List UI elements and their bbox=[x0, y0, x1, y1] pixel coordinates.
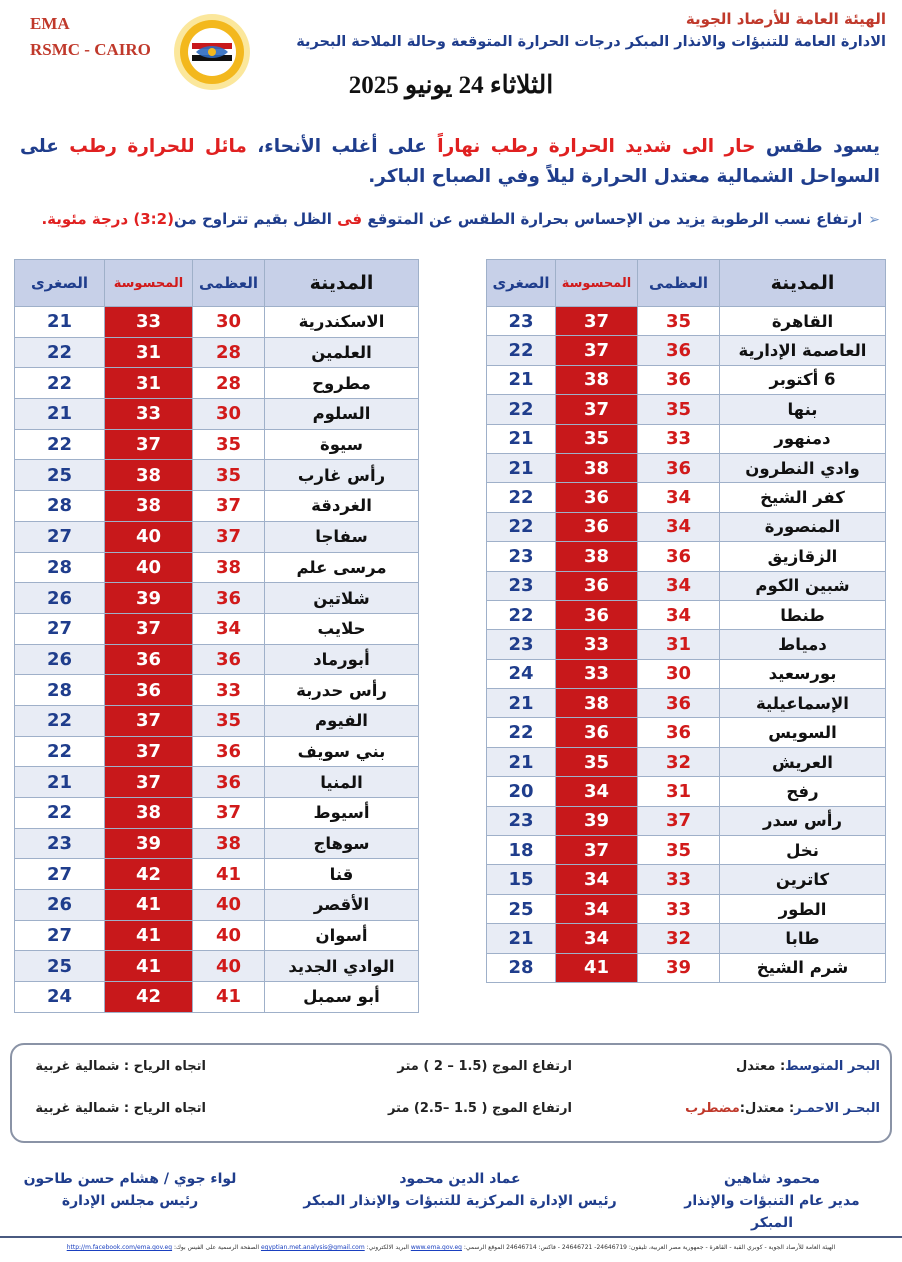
city-name-cell: الزقازيق bbox=[720, 542, 886, 571]
city-name-cell: بورسعيد bbox=[720, 659, 886, 688]
min-temp-cell: 15 bbox=[487, 865, 556, 894]
city-name-cell: رفح bbox=[720, 777, 886, 806]
max-temp-cell: 40 bbox=[193, 951, 265, 982]
facebook-link[interactable]: http://m.facebook.com/ema.gov.eg bbox=[66, 1244, 173, 1251]
med-sea-state: البحر المتوسط: معتدل bbox=[735, 1059, 880, 1074]
max-temp-cell: 31 bbox=[638, 630, 720, 659]
feel-temp-cell: 33 bbox=[105, 307, 193, 338]
table-row bbox=[15, 705, 419, 736]
city-name-cell: مرسى علم bbox=[265, 552, 419, 583]
city-name-cell: الاسكندرية bbox=[265, 307, 419, 338]
max-temp-cell: 34 bbox=[638, 571, 720, 600]
table-row bbox=[487, 571, 886, 600]
min-temp-cell: 27 bbox=[15, 613, 105, 644]
feel-temp-cell: 39 bbox=[556, 806, 638, 835]
city-name-cell: الطور bbox=[720, 894, 886, 923]
med-sea-wind: اتجاه الرياح : شمالية غربية bbox=[35, 1059, 206, 1074]
max-temp-cell: 30 bbox=[193, 399, 265, 430]
min-temp-cell: 22 bbox=[15, 337, 105, 368]
min-temp-cell: 18 bbox=[487, 836, 556, 865]
city-name-cell: بني سويف bbox=[265, 736, 419, 767]
feel-temp-cell: 37 bbox=[105, 613, 193, 644]
report-date: الثلاثاء 24 يونيو 2025 bbox=[348, 72, 554, 99]
min-temp-cell: 25 bbox=[15, 951, 105, 982]
feel-temp-cell: 34 bbox=[556, 924, 638, 953]
min-temp-cell: 22 bbox=[487, 483, 556, 512]
feel-temp-cell: 38 bbox=[105, 460, 193, 491]
feel-temp-cell: 41 bbox=[105, 951, 193, 982]
feel-temp-cell: 37 bbox=[105, 705, 193, 736]
min-temp-cell: 28 bbox=[487, 953, 556, 982]
feel-temp-cell: 39 bbox=[105, 583, 193, 614]
med-sea-wave: ارتفاع الموج (1.5 – 2 ) متر bbox=[397, 1059, 572, 1074]
min-temp-cell: 26 bbox=[15, 644, 105, 675]
max-temp-cell: 36 bbox=[638, 542, 720, 571]
feel-temp-cell: 42 bbox=[105, 859, 193, 890]
feel-temp-cell: 33 bbox=[556, 659, 638, 688]
city-name-cell: القاهرة bbox=[720, 307, 886, 336]
min-temp-cell: 22 bbox=[15, 705, 105, 736]
signature-2: عماد الدين محمود رئيس الإدارة المركزية للتنبؤات والإنذار المبكر bbox=[303, 1171, 617, 1209]
table-row bbox=[487, 307, 886, 336]
feel-temp-cell: 37 bbox=[556, 336, 638, 365]
max-temp-cell: 37 bbox=[638, 806, 720, 835]
city-name-cell: السويس bbox=[720, 718, 886, 747]
forecast-summary: يسود طقس حار الى شديد الحرارة رطب نهاراً على أغلب الأنحاء، مائل للحرارة رطب على السواحل الشمالية معتدل الحرارة ليلاً وفي الصباح الباكر. bbox=[20, 136, 880, 187]
max-temp-cell: 33 bbox=[638, 894, 720, 923]
min-temp-cell: 21 bbox=[15, 399, 105, 430]
red-sea-wave: ارتفاع الموج ( 1.5 –2.5) متر bbox=[387, 1101, 572, 1116]
city-name-cell: رأس غارب bbox=[265, 460, 419, 491]
max-temp-cell: 35 bbox=[193, 705, 265, 736]
table-row bbox=[15, 399, 419, 430]
max-temp-cell: 36 bbox=[638, 718, 720, 747]
min-temp-cell: 28 bbox=[15, 491, 105, 522]
feel-temp-cell: 34 bbox=[556, 894, 638, 923]
city-name-cell: الأقصر bbox=[265, 890, 419, 921]
city-temperature-table-right bbox=[486, 259, 886, 983]
min-temp-cell: 23 bbox=[487, 630, 556, 659]
feel-temp-cell: 42 bbox=[105, 982, 193, 1013]
city-name-cell: سوهاج bbox=[265, 828, 419, 859]
city-name-cell: العريش bbox=[720, 747, 886, 776]
feel-temp-cell: 35 bbox=[556, 747, 638, 776]
table-row bbox=[487, 865, 886, 894]
min-temp-cell: 21 bbox=[15, 767, 105, 798]
max-temp-cell: 33 bbox=[193, 675, 265, 706]
city-name-cell: قنا bbox=[265, 859, 419, 890]
city-name-cell: الغردقة bbox=[265, 491, 419, 522]
max-temp-cell: 36 bbox=[193, 767, 265, 798]
city-name-cell: سيوة bbox=[265, 429, 419, 460]
city-name-cell: دمياط bbox=[720, 630, 886, 659]
feel-temp-cell: 36 bbox=[556, 483, 638, 512]
city-name-cell: أسيوط bbox=[265, 798, 419, 829]
feel-temp-cell: 36 bbox=[556, 512, 638, 541]
max-temp-cell: 35 bbox=[638, 307, 720, 336]
table-row bbox=[487, 424, 886, 453]
table-row bbox=[487, 512, 886, 541]
max-temp-cell: 37 bbox=[193, 491, 265, 522]
max-temp-cell: 38 bbox=[193, 552, 265, 583]
city-name-cell: دمنهور bbox=[720, 424, 886, 453]
website-link[interactable]: www.ema.gov.eg bbox=[410, 1244, 462, 1251]
ema-label: EMA bbox=[30, 14, 70, 33]
table-row bbox=[487, 483, 886, 512]
min-temp-cell: 21 bbox=[487, 689, 556, 718]
min-temp-cell: 26 bbox=[15, 890, 105, 921]
header-min: الصغرى bbox=[487, 260, 556, 307]
min-temp-cell: 22 bbox=[15, 798, 105, 829]
city-name-cell: كاترين bbox=[720, 865, 886, 894]
table-row bbox=[15, 644, 419, 675]
feel-temp-cell: 39 bbox=[105, 828, 193, 859]
table-row bbox=[487, 953, 886, 982]
feel-temp-cell: 37 bbox=[556, 836, 638, 865]
header-feel: المحسوسة bbox=[105, 260, 193, 307]
min-temp-cell: 23 bbox=[487, 307, 556, 336]
max-temp-cell: 41 bbox=[193, 982, 265, 1013]
table-row bbox=[15, 460, 419, 491]
max-temp-cell: 32 bbox=[638, 747, 720, 776]
feel-temp-cell: 38 bbox=[556, 542, 638, 571]
table-row bbox=[487, 924, 886, 953]
table-row bbox=[15, 307, 419, 338]
min-temp-cell: 23 bbox=[15, 828, 105, 859]
table-row bbox=[487, 453, 886, 482]
feel-temp-cell: 37 bbox=[556, 307, 638, 336]
min-temp-cell: 22 bbox=[15, 368, 105, 399]
min-temp-cell: 22 bbox=[487, 395, 556, 424]
city-name-cell: كفر الشيخ bbox=[720, 483, 886, 512]
table-row bbox=[15, 920, 419, 951]
min-temp-cell: 28 bbox=[15, 552, 105, 583]
arrow-bullet-icon: ➢ bbox=[868, 212, 880, 228]
city-name-cell: الوادي الجديد bbox=[265, 951, 419, 982]
feel-temp-cell: 37 bbox=[556, 395, 638, 424]
min-temp-cell: 25 bbox=[15, 460, 105, 491]
city-temperature-table-left bbox=[14, 259, 419, 1013]
max-temp-cell: 36 bbox=[193, 644, 265, 675]
feel-temp-cell: 34 bbox=[556, 777, 638, 806]
org-department: الادارة العامة للتنبؤات والانذار المبكر درجات الحرارة المتوقعة وحالة الملاحة البحرية bbox=[296, 34, 886, 50]
table-row bbox=[15, 767, 419, 798]
max-temp-cell: 31 bbox=[638, 777, 720, 806]
table-row bbox=[15, 613, 419, 644]
city-name-cell: مطروح bbox=[265, 368, 419, 399]
min-temp-cell: 22 bbox=[15, 736, 105, 767]
table-row bbox=[487, 659, 886, 688]
max-temp-cell: 39 bbox=[638, 953, 720, 982]
table-row bbox=[15, 675, 419, 706]
footer-contact: الهيئة العامة للأرصاد الجوية - كوبري القبة - القاهرة - جمهورية مصر العربية، تليفون: 24646719- 24646721 - فاكس: 24646714 الموقع الرسمي: www.ema.gov.eg البريد الالكتروني: egyptian.met.analysis@gmail.com الصفحة الرسمية على الفيس بوك: http://m.facebook.com/ema.gov.eg bbox=[66, 1244, 836, 1251]
city-name-cell: شلاتين bbox=[265, 583, 419, 614]
max-temp-cell: 37 bbox=[193, 798, 265, 829]
feel-temp-cell: 37 bbox=[105, 767, 193, 798]
table-row bbox=[487, 336, 886, 365]
table-row bbox=[487, 836, 886, 865]
city-name-cell: 6 أكتوبر bbox=[720, 365, 886, 394]
table-row bbox=[15, 521, 419, 552]
max-temp-cell: 35 bbox=[193, 460, 265, 491]
city-name-cell: أسوان bbox=[265, 920, 419, 951]
feel-temp-cell: 38 bbox=[556, 453, 638, 482]
table-row bbox=[487, 718, 886, 747]
table-row bbox=[487, 395, 886, 424]
feel-temp-cell: 37 bbox=[105, 736, 193, 767]
max-temp-cell: 35 bbox=[638, 836, 720, 865]
max-temp-cell: 36 bbox=[193, 583, 265, 614]
rsmc-label: RSMC - CAIRO bbox=[30, 40, 151, 59]
red-sea-wind: اتجاه الرياح : شمالية غربية bbox=[35, 1101, 206, 1116]
table-row bbox=[15, 828, 419, 859]
signature-3: لواء جوي / هشام حسن طاحون رئيس مجلس الإدارة bbox=[23, 1171, 237, 1209]
city-name-cell: نخل bbox=[720, 836, 886, 865]
header-city: المدينة bbox=[720, 260, 886, 307]
city-name-cell: شرم الشيخ bbox=[720, 953, 886, 982]
city-name-cell: الفيوم bbox=[265, 705, 419, 736]
city-name-cell: أبورماد bbox=[265, 644, 419, 675]
feel-temp-cell: 36 bbox=[556, 571, 638, 600]
max-temp-cell: 34 bbox=[638, 600, 720, 629]
max-temp-cell: 41 bbox=[193, 859, 265, 890]
header-max: العظمى bbox=[638, 260, 720, 307]
feel-temp-cell: 41 bbox=[105, 920, 193, 951]
max-temp-cell: 38 bbox=[193, 828, 265, 859]
max-temp-cell: 37 bbox=[193, 521, 265, 552]
min-temp-cell: 21 bbox=[487, 924, 556, 953]
max-temp-cell: 30 bbox=[193, 307, 265, 338]
table-row bbox=[487, 747, 886, 776]
max-temp-cell: 28 bbox=[193, 368, 265, 399]
city-name-cell: شبين الكوم bbox=[720, 571, 886, 600]
min-temp-cell: 22 bbox=[487, 718, 556, 747]
city-name-cell: رأس حدربة bbox=[265, 675, 419, 706]
max-temp-cell: 28 bbox=[193, 337, 265, 368]
min-temp-cell: 23 bbox=[487, 806, 556, 835]
feel-temp-cell: 38 bbox=[556, 689, 638, 718]
max-temp-cell: 33 bbox=[638, 424, 720, 453]
table-row bbox=[487, 777, 886, 806]
signature-1: محمود شاهين مدير عام التنبؤات والإنذار المبكر bbox=[684, 1171, 860, 1231]
feel-temp-cell: 38 bbox=[556, 365, 638, 394]
max-temp-cell: 40 bbox=[193, 920, 265, 951]
table-row bbox=[487, 542, 886, 571]
min-temp-cell: 25 bbox=[487, 894, 556, 923]
feel-temp-cell: 40 bbox=[105, 521, 193, 552]
city-name-cell: طنطا bbox=[720, 600, 886, 629]
min-temp-cell: 22 bbox=[487, 600, 556, 629]
feel-temp-cell: 31 bbox=[105, 337, 193, 368]
feel-temp-cell: 41 bbox=[105, 890, 193, 921]
min-temp-cell: 23 bbox=[487, 542, 556, 571]
feel-temp-cell: 40 bbox=[105, 552, 193, 583]
min-temp-cell: 21 bbox=[487, 453, 556, 482]
table-row bbox=[487, 365, 886, 394]
max-temp-cell: 36 bbox=[638, 453, 720, 482]
feel-temp-cell: 35 bbox=[556, 424, 638, 453]
min-temp-cell: 27 bbox=[15, 521, 105, 552]
email-link[interactable]: egyptian.met.analysis@gmail.com bbox=[260, 1244, 365, 1251]
max-temp-cell: 33 bbox=[638, 865, 720, 894]
city-name-cell: العلمين bbox=[265, 337, 419, 368]
table-row bbox=[15, 859, 419, 890]
min-temp-cell: 27 bbox=[15, 920, 105, 951]
min-temp-cell: 24 bbox=[487, 659, 556, 688]
max-temp-cell: 35 bbox=[638, 395, 720, 424]
max-temp-cell: 35 bbox=[193, 429, 265, 460]
city-name-cell: العاصمة الإدارية bbox=[720, 336, 886, 365]
table-row bbox=[15, 429, 419, 460]
city-name-cell: أبو سمبل bbox=[265, 982, 419, 1013]
min-temp-cell: 21 bbox=[15, 307, 105, 338]
max-temp-cell: 36 bbox=[193, 736, 265, 767]
table-row bbox=[15, 890, 419, 921]
city-name-cell: المنيا bbox=[265, 767, 419, 798]
table-row bbox=[15, 337, 419, 368]
max-temp-cell: 34 bbox=[638, 483, 720, 512]
org-name: الهيئة العامة للأرصاد الجوية bbox=[685, 10, 886, 28]
city-name-cell: بنها bbox=[720, 395, 886, 424]
table-row bbox=[15, 552, 419, 583]
feel-temp-cell: 36 bbox=[105, 644, 193, 675]
feel-temp-cell: 34 bbox=[556, 865, 638, 894]
min-temp-cell: 21 bbox=[487, 365, 556, 394]
feel-temp-cell: 36 bbox=[105, 675, 193, 706]
sea-status-box bbox=[10, 1043, 892, 1143]
table-row bbox=[15, 368, 419, 399]
min-temp-cell: 22 bbox=[487, 336, 556, 365]
red-sea-state: البحـر الاحمـر: معتدل:مضطرب bbox=[685, 1101, 880, 1116]
footer-divider bbox=[0, 1236, 902, 1238]
city-name-cell: طابا bbox=[720, 924, 886, 953]
table-row bbox=[15, 583, 419, 614]
feel-temp-cell: 37 bbox=[105, 429, 193, 460]
min-temp-cell: 22 bbox=[487, 512, 556, 541]
table-row bbox=[15, 736, 419, 767]
city-name-cell: السلوم bbox=[265, 399, 419, 430]
city-name-cell: رأس سدر bbox=[720, 806, 886, 835]
min-temp-cell: 21 bbox=[487, 747, 556, 776]
table-row bbox=[487, 894, 886, 923]
min-temp-cell: 27 bbox=[15, 859, 105, 890]
feel-temp-cell: 38 bbox=[105, 798, 193, 829]
header-max: العظمى bbox=[193, 260, 265, 307]
table-row bbox=[15, 982, 419, 1013]
table-row bbox=[15, 798, 419, 829]
feel-temp-cell: 36 bbox=[556, 718, 638, 747]
table-row bbox=[15, 951, 419, 982]
min-temp-cell: 23 bbox=[487, 571, 556, 600]
city-name-cell: وادي النطرون bbox=[720, 453, 886, 482]
max-temp-cell: 30 bbox=[638, 659, 720, 688]
table-row bbox=[15, 491, 419, 522]
max-temp-cell: 36 bbox=[638, 689, 720, 718]
feel-temp-cell: 36 bbox=[556, 600, 638, 629]
min-temp-cell: 20 bbox=[487, 777, 556, 806]
table-row bbox=[487, 806, 886, 835]
table-row bbox=[487, 600, 886, 629]
min-temp-cell: 26 bbox=[15, 583, 105, 614]
feel-temp-cell: 33 bbox=[556, 630, 638, 659]
max-temp-cell: 36 bbox=[638, 365, 720, 394]
table-row bbox=[487, 689, 886, 718]
min-temp-cell: 24 bbox=[15, 982, 105, 1013]
header-city: المدينة bbox=[265, 260, 419, 307]
feel-temp-cell: 31 bbox=[105, 368, 193, 399]
feel-temp-cell: 38 bbox=[105, 491, 193, 522]
max-temp-cell: 40 bbox=[193, 890, 265, 921]
city-name-cell: المنصورة bbox=[720, 512, 886, 541]
max-temp-cell: 34 bbox=[193, 613, 265, 644]
min-temp-cell: 21 bbox=[487, 424, 556, 453]
max-temp-cell: 36 bbox=[638, 336, 720, 365]
max-temp-cell: 34 bbox=[638, 512, 720, 541]
city-name-cell: سفاجا bbox=[265, 521, 419, 552]
header-feel: المحسوسة bbox=[556, 260, 638, 307]
min-temp-cell: 28 bbox=[15, 675, 105, 706]
header-min: الصغرى bbox=[15, 260, 105, 307]
feel-temp-cell: 33 bbox=[105, 399, 193, 430]
humidity-note: ➢ارتفاع نسب الرطوبة يزيد من الإحساس بحرارة الطقس عن المتوقع فى الظل بقيم تتراوح من(3:2) درجة مئوية. bbox=[41, 210, 880, 228]
max-temp-cell: 32 bbox=[638, 924, 720, 953]
min-temp-cell: 22 bbox=[15, 429, 105, 460]
table-row bbox=[487, 630, 886, 659]
feel-temp-cell: 41 bbox=[556, 953, 638, 982]
city-name-cell: الإسماعيلية bbox=[720, 689, 886, 718]
city-name-cell: حلايب bbox=[265, 613, 419, 644]
